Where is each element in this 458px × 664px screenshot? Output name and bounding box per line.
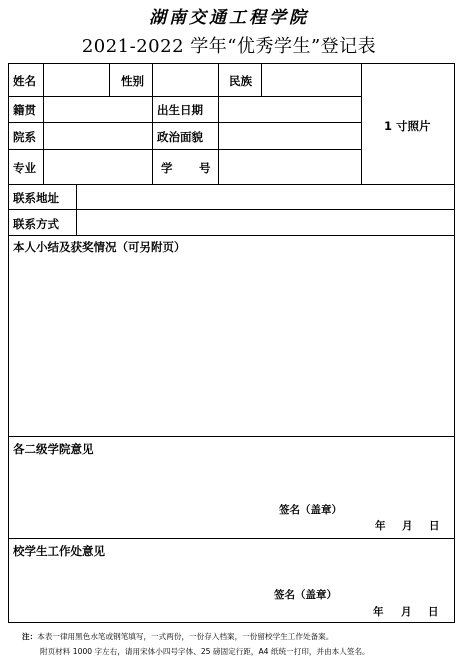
college-date-month: 月: [402, 520, 413, 532]
label-birth-date: 出生日期: [157, 103, 203, 117]
col-divider: [109, 64, 110, 96]
label-office-opinion: 校学生工作处意见: [13, 544, 105, 558]
photo-placeholder: 1 寸照片: [384, 119, 431, 133]
office-date-day: 日: [428, 606, 439, 618]
label-major: 专业: [13, 161, 36, 175]
label-contact: 联系方式: [13, 217, 59, 231]
row-divider: [9, 235, 454, 236]
office-date-month: 月: [401, 606, 412, 618]
label-department: 院系: [13, 130, 36, 144]
label-ethnicity: 民族: [229, 74, 252, 88]
col-divider: [218, 64, 219, 184]
note-text-2: 附页材料 1000 字左右，请用宋体小四号字体、25 磅固定行距，A4 纸统一打印，并由本人签名。: [40, 647, 370, 656]
row-divider: [9, 149, 361, 150]
label-native-place: 籍贯: [13, 103, 36, 117]
col-divider: [43, 64, 44, 184]
office-signature-label: 签名（盖章）: [274, 589, 337, 601]
col-divider: [261, 64, 262, 96]
office-date-year: 年: [373, 606, 384, 618]
col-divider: [361, 64, 362, 184]
college-date-day: 日: [429, 520, 440, 532]
label-student-id-2: 号: [199, 161, 211, 175]
college-date-year: 年: [375, 520, 386, 532]
col-divider: [152, 64, 153, 184]
college-signature-label: 签名（盖章）: [279, 504, 342, 516]
form-title: 2021-2022 学年“优秀学生”登记表: [81, 36, 377, 57]
school-name-logo: 湖南交通工程学院: [149, 8, 309, 28]
label-address: 联系地址: [13, 191, 59, 205]
note-line-2: [40, 646, 370, 657]
row-divider: [9, 538, 454, 539]
label-name: 姓名: [13, 74, 36, 88]
row-divider: [9, 436, 454, 437]
label-college-opinion: 各二级学院意见: [13, 442, 94, 456]
row-divider: [9, 96, 361, 97]
label-student-id-1: 学: [161, 161, 173, 175]
label-gender: 性别: [121, 74, 144, 88]
note-prefix: 注：: [22, 632, 38, 641]
note-line-1: [22, 631, 333, 642]
note-text-1: 本表一律用黑色水笔或钢笔填写，一式两份，一份存入档案，一份留校学生工作处备案。: [37, 632, 334, 641]
row-divider: [9, 122, 361, 123]
label-political-status: 政治面貌: [157, 130, 203, 144]
label-summary: 本人小结及获奖情况（可另附页）: [13, 240, 186, 254]
registration-form-table: [8, 63, 455, 623]
col-divider: [76, 184, 77, 235]
